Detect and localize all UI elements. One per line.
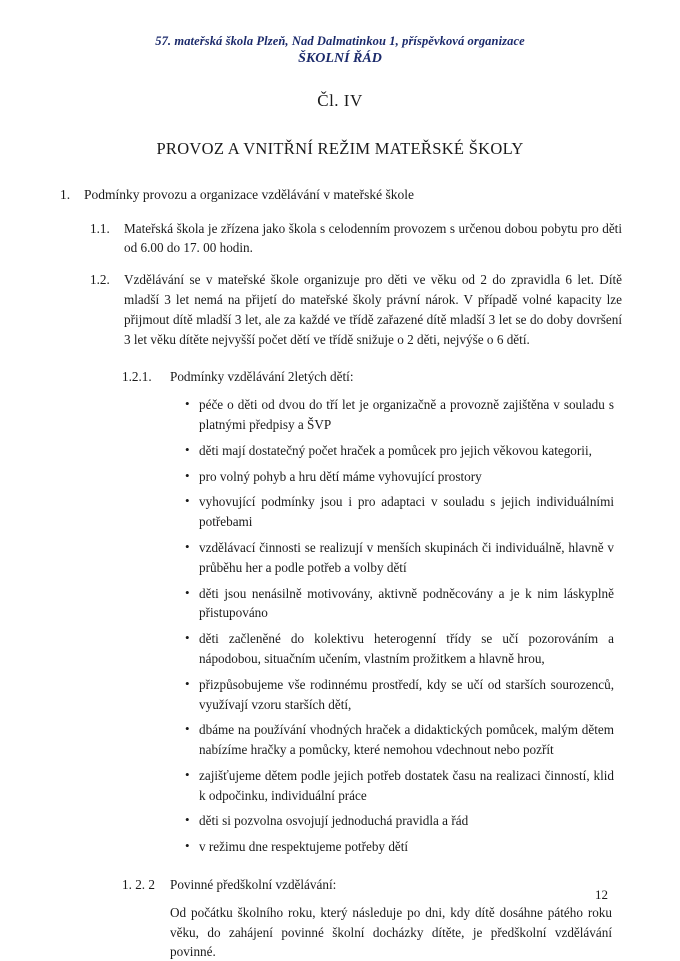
school-name: 57. mateřská škola Plzeň, Nad Dalmatinkou 1, příspěvková organizace [155, 34, 525, 48]
subsubsection-1-2-1-heading: Podmínky vzdělávání 2letých dětí: [170, 369, 354, 385]
subsubsection-1-2-2-heading: Povinné předškolní vzdělávání: [170, 877, 337, 893]
section-1 [60, 185, 622, 205]
page-title: PROVOZ A VNITŘNÍ REŽIM MATEŘSKÉ ŠKOLY [156, 139, 524, 158]
list-item: • vyhovující podmínky jsou i pro adaptaci v souladu s jejich individuálními potřebami [185, 492, 614, 532]
list-item: • pro volný pohyb a hru dětí máme vyhovující prostory [185, 467, 614, 487]
subsection-1-2 [90, 270, 622, 349]
list-item: • přizpůsobujeme vše rodinnému prostředí, kdy se učí od starších sourozenců, využívají vzoru starších dětí, [185, 675, 614, 715]
document-name: ŠKOLNÍ ŘÁD [298, 51, 382, 66]
page-number: 12 [595, 887, 608, 902]
list-item: • vzdělávací činnosti se realizují v menších skupinách či individuálně, hlavně v průběhu her a podle potřeb a volby dětí [185, 538, 614, 578]
article-label: Čl. IV [317, 91, 363, 110]
subsubsection-1-2-1-number: 1.2.1. [122, 369, 152, 385]
document-body [0, 185, 680, 961]
list-item: • zajišťujeme dětem podle jejich potřeb dostatek času na realizaci činností, klid k odpočinku, individuální práce [185, 766, 614, 806]
list-item: • dbáme na používání vhodných hraček a didaktických pomůcek, malým dětem nabízíme hračky a pomůcky, které nemohou vdechnout nebo pozřít [185, 720, 614, 760]
list-item: • děti začleněné do kolektivu heterogenní třídy se učí pozorováním a nápodobou, situačním učením, vlastním prožitkem a hlavně hrou, [185, 629, 614, 669]
list-item: • děti mají dostatečný počet hraček a pomůcek pro jejich věkovou kategorii, [185, 441, 614, 461]
paragraph: Od počátku školního roku, který následuje po dni, kdy dítě dosáhne pátého roku věku, do zahájení povinné školní docházky dítěte, je předškolní vzdělávání povinné. [170, 904, 612, 960]
list-item: • péče o děti od dvou do tří let je organizačně a provozně zajištěna v souladu s platnými předpisy a ŠVP [185, 395, 614, 435]
subsection-1-1-number: 1.1. [90, 220, 110, 236]
section-1-text: Podmínky provozu a organizace vzdělávání v mateřské škole [84, 187, 415, 202]
document-header [0, 34, 680, 67]
bullet-list-2year-conditions [60, 395, 622, 857]
subsubsection-1-2-2 [122, 875, 622, 895]
section-1-number: 1. [60, 187, 71, 202]
preschool-paragraphs [170, 903, 612, 961]
subsection-1-1-text: Mateřská škola je zřízena jako škola s celodenním provozem s určenou dobou pobytu pro děti od 6.00 do 17. 00 hodin. [124, 220, 622, 256]
list-item: • děti jsou nenásilně motivovány, aktivně podněcovány a je k nim láskyplně přistupováno [185, 584, 614, 624]
list-item: • děti si pozvolna osvojují jednoduchá pravidla a řád [185, 811, 614, 831]
list-item: • v režimu dne respektujeme potřeby dětí [185, 837, 614, 857]
subsubsection-1-2-2-number: 1. 2. 2 [122, 877, 155, 893]
subsubsection-1-2-1 [122, 367, 622, 387]
subsection-1-1 [90, 219, 622, 259]
subsection-1-2-number: 1.2. [90, 272, 110, 288]
subsection-1-2-text: Vzdělávání se v mateřské škole organizuje pro děti ve věku od 2 do zpravidla 6 let. Dítě mladší 3 let nemá na přijetí do mateřské školy právní nárok. V případě volné kapacity lze přijmout dítě mladší 3 let, ale za každé ve třídě zařazené dítě mladší 3 let se do doby dovršení 3 let věku dítěte nejvyšší počet dětí ve třídě snižuje o 2 děti, nejvýše o 6 dětí. [124, 272, 622, 347]
